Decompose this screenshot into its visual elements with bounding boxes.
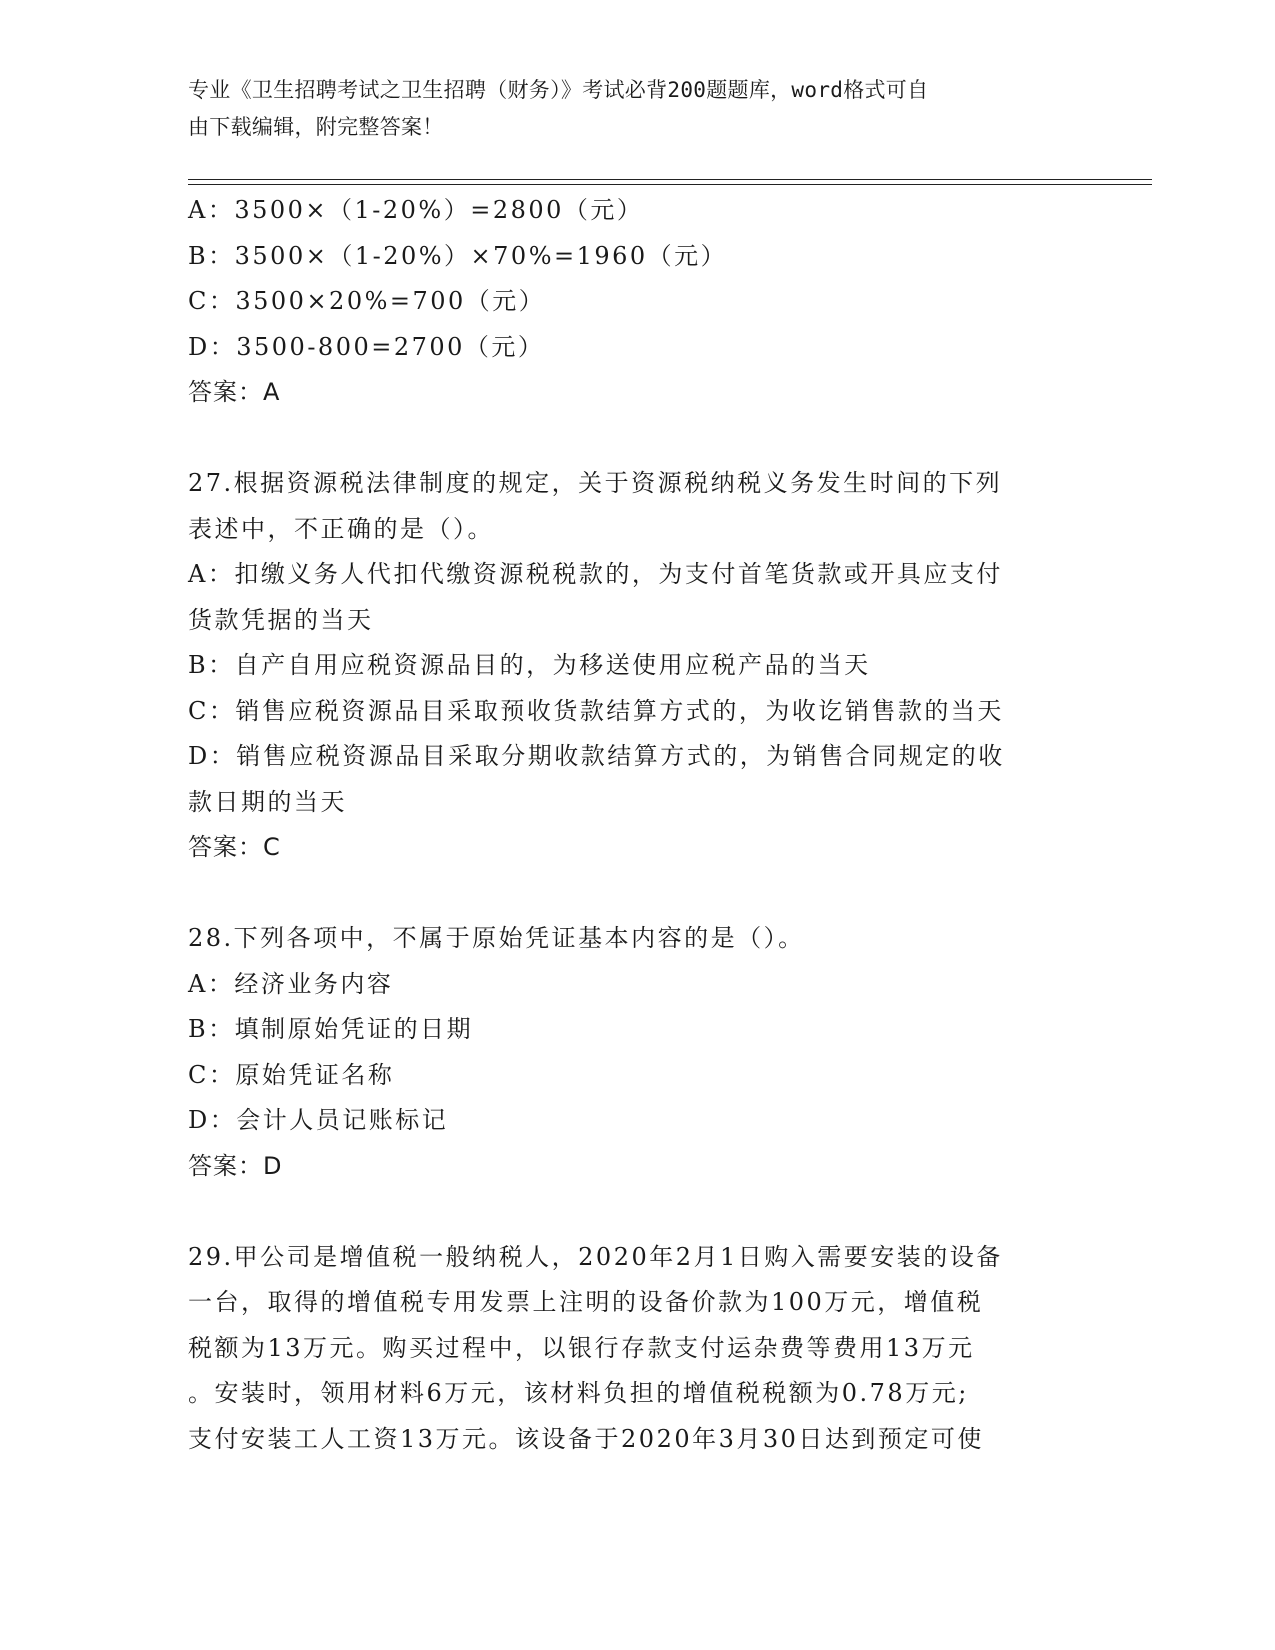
spacer bbox=[188, 871, 1088, 917]
question-stem: 支付安装工人工资13万元。该设备于2020年3月30日达到预定可使 bbox=[188, 1424, 984, 1453]
question-stem: 一台，取得的增值税专用发票上注明的设备价款为100万元，增值税 bbox=[188, 1288, 984, 1316]
header-divider-top bbox=[188, 179, 1152, 180]
document-header bbox=[188, 72, 1068, 146]
document-body bbox=[188, 188, 1088, 1462]
option-c: C：原始凭证名称 bbox=[188, 1060, 395, 1089]
option-a: A：3500×（1-20%）=2800（元） bbox=[188, 196, 644, 224]
question-27 bbox=[188, 461, 1088, 871]
answer-line: 答案：C bbox=[188, 833, 281, 861]
answer-line: 答案：D bbox=[188, 1151, 283, 1180]
question-stem: 28.下列各项中，不属于原始凭证基本内容的是（）。 bbox=[188, 924, 805, 952]
option-d: D：销售应税资源品目采取分期收款结算方式的，为销售合同规定的收 bbox=[188, 742, 1005, 770]
previous-question-options bbox=[188, 188, 1088, 416]
question-stem: 29.甲公司是增值税一般纳税人，2020年2月1日购入需要安装的设备 bbox=[188, 1242, 1003, 1271]
question-stem: 。安装时，领用材料6万元，该材料负担的增值税税额为0.78万元; bbox=[188, 1379, 969, 1407]
question-stem: 税额为13万元。购买过程中，以银行存款支付运杂费等费用13万元 bbox=[188, 1333, 975, 1362]
option-c: C：3500×20%=700（元） bbox=[188, 287, 546, 315]
option-b: B：填制原始凭证的日期 bbox=[188, 1015, 474, 1043]
option-d: D：会计人员记账标记 bbox=[188, 1106, 449, 1134]
header-line-2: 由下载编辑，附完整答案！ bbox=[188, 115, 444, 139]
option-a: A：扣缴义务人代扣代缴资源税税款的，为支付首笔货款或开具应支付 bbox=[188, 560, 1003, 588]
option-b: B：3500×（1-20%）×70%=1960（元） bbox=[188, 241, 728, 270]
spacer bbox=[188, 1189, 1088, 1235]
header-divider-bottom bbox=[188, 184, 1152, 185]
option-d-continued: 款日期的当天 bbox=[188, 787, 347, 816]
option-b: B：自产自用应税资源品目的，为移送使用应税产品的当天 bbox=[188, 651, 871, 679]
question-stem: 表述中，不正确的是（）。 bbox=[188, 514, 494, 543]
spacer bbox=[188, 416, 1088, 462]
question-28 bbox=[188, 916, 1088, 1189]
question-stem: 27.根据资源税法律制度的规定，关于资源税纳税义务发生时间的下列 bbox=[188, 469, 1003, 497]
answer-line: 答案：A bbox=[188, 378, 281, 406]
option-a-continued: 货款凭据的当天 bbox=[188, 605, 374, 634]
option-c: C：销售应税资源品目采取预收货款结算方式的，为收讫销售款的当天 bbox=[188, 696, 1004, 725]
option-d: D：3500-800=2700（元） bbox=[188, 332, 545, 361]
option-a: A：经济业务内容 bbox=[188, 969, 394, 998]
header-line-1: 专业《卫生招聘考试之卫生招聘（财务）》考试必背200题题库，word格式可自 bbox=[188, 78, 929, 102]
question-29 bbox=[188, 1235, 1088, 1463]
